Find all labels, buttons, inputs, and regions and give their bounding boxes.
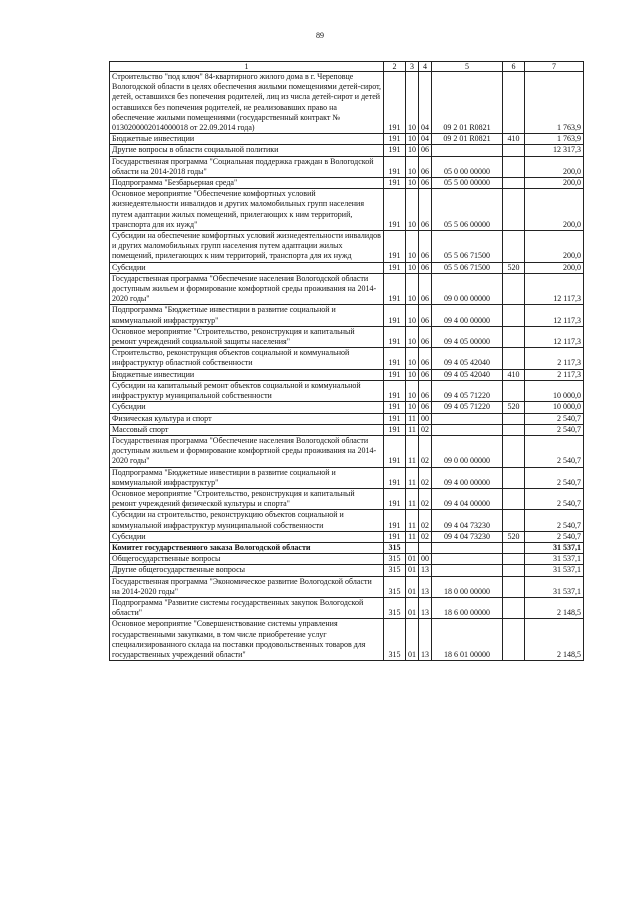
amount-cell: 2 540,7 [525, 424, 584, 435]
subsection-cell: 02 [419, 424, 432, 435]
admin-code-cell: 191 [384, 145, 406, 156]
section-cell: 10 [406, 380, 419, 401]
expense-type-cell [503, 565, 525, 576]
page-number: 89 [316, 31, 324, 40]
amount-cell: 31 537,1 [525, 542, 584, 553]
name-cell: Подпрограмма "Бюджетные инвестиции в развитие социальной и коммунальной инфраструктур" [110, 305, 384, 326]
section-cell: 10 [406, 262, 419, 273]
admin-code-cell: 191 [384, 262, 406, 273]
header-cell-pr: 4 [419, 62, 432, 72]
table-row [110, 554, 584, 565]
subsection-cell: 02 [419, 488, 432, 509]
target-article-cell [432, 565, 503, 576]
subsection-cell: 04 [419, 72, 432, 134]
subsection-cell: 00 [419, 554, 432, 565]
admin-code-cell: 191 [384, 231, 406, 263]
admin-code-cell: 315 [384, 619, 406, 661]
table-row [110, 565, 584, 576]
section-cell: 01 [406, 576, 419, 597]
expense-type-cell [503, 424, 525, 435]
header-cell-rz: 3 [406, 62, 419, 72]
subsection-cell: 02 [419, 531, 432, 542]
table-row [110, 231, 584, 263]
admin-code-cell: 191 [384, 424, 406, 435]
header-cell-vr: 6 [503, 62, 525, 72]
section-cell: 10 [406, 72, 419, 134]
table-row [110, 380, 584, 401]
subsection-cell: 13 [419, 576, 432, 597]
table-row [110, 531, 584, 542]
header-cell-adm: 2 [384, 62, 406, 72]
subsection-cell: 06 [419, 231, 432, 263]
amount-cell: 2 540,7 [525, 531, 584, 542]
subsection-cell: 06 [419, 189, 432, 231]
expense-type-cell [503, 467, 525, 488]
admin-code-cell: 315 [384, 554, 406, 565]
budget-table [109, 61, 584, 661]
table-row [110, 156, 584, 177]
section-cell: 01 [406, 554, 419, 565]
amount-cell: 10 000,0 [525, 380, 584, 401]
table-row [110, 488, 584, 509]
target-article-cell: 09 4 05 00000 [432, 326, 503, 347]
subsection-cell [419, 542, 432, 553]
table-row [110, 424, 584, 435]
name-cell: Подпрограмма "Безбарьерная среда" [110, 178, 384, 189]
name-cell: Субсидии [110, 402, 384, 413]
amount-cell: 2 148,5 [525, 619, 584, 661]
target-article-cell [432, 554, 503, 565]
subsection-cell: 06 [419, 156, 432, 177]
admin-code-cell: 191 [384, 348, 406, 369]
section-cell: 11 [406, 413, 419, 424]
admin-code-cell: 315 [384, 565, 406, 576]
name-cell: Массовый спорт [110, 424, 384, 435]
target-article-cell: 05 5 00 00000 [432, 178, 503, 189]
table-row [110, 413, 584, 424]
admin-code-cell: 191 [384, 402, 406, 413]
name-cell: Строительство, реконструкция объектов социальной и коммунальной инфраструктур областной собственности [110, 348, 384, 369]
target-article-cell: 09 0 00 00000 [432, 273, 503, 305]
amount-cell: 200,0 [525, 189, 584, 231]
name-cell: Субсидии на обеспечение комфортных условий жизнедеятельности инвалидов и других маломобильных групп населения путем адаптации жилых помещений, прилегающих к ним территорий, транспорта для их нужд [110, 231, 384, 263]
target-article-cell: 09 4 05 71220 [432, 380, 503, 401]
target-article-cell: 09 4 05 71220 [432, 402, 503, 413]
subsection-cell: 06 [419, 262, 432, 273]
amount-cell: 1 763,9 [525, 72, 584, 134]
expense-type-cell [503, 326, 525, 347]
target-article-cell: 09 4 00 00000 [432, 467, 503, 488]
table-row [110, 262, 584, 273]
target-article-cell: 18 6 00 00000 [432, 597, 503, 618]
expense-type-cell: 410 [503, 134, 525, 145]
amount-cell: 200,0 [525, 156, 584, 177]
expense-type-cell [503, 305, 525, 326]
section-cell [406, 542, 419, 553]
name-cell: Строительство "под ключ" 84-квартирного жилого дома в г. Череповце Вологодской области в целях обеспечения жилыми помещениями детей-сирот, детей, оставшихся без попечения родителей, лиц из числа детей-сирот и детей оставшихся без попечения родителей, не реализовавших право на обеспечение жилыми помещениями (государственный контракт № 0130200002014000018 от 22.09.2014 года) [110, 72, 384, 134]
admin-code-cell: 191 [384, 178, 406, 189]
subsection-cell: 06 [419, 380, 432, 401]
target-article-cell: 09 2 01 R0821 [432, 134, 503, 145]
expense-type-cell [503, 413, 525, 424]
expense-type-cell [503, 156, 525, 177]
target-article-cell [432, 424, 503, 435]
expense-type-cell [503, 189, 525, 231]
admin-code-cell: 191 [384, 273, 406, 305]
header-cell-code: 5 [432, 62, 503, 72]
expense-type-cell [503, 348, 525, 369]
amount-cell: 31 537,1 [525, 565, 584, 576]
amount-cell: 12 117,3 [525, 273, 584, 305]
amount-cell: 2 540,7 [525, 510, 584, 531]
subsection-cell: 00 [419, 413, 432, 424]
table-header-row [110, 62, 584, 72]
admin-code-cell: 315 [384, 576, 406, 597]
name-cell: Другие общегосударственные вопросы [110, 565, 384, 576]
admin-code-cell: 191 [384, 510, 406, 531]
section-cell: 11 [406, 424, 419, 435]
section-cell: 10 [406, 369, 419, 380]
section-cell: 10 [406, 273, 419, 305]
admin-code-cell: 315 [384, 542, 406, 553]
amount-cell: 31 537,1 [525, 554, 584, 565]
amount-cell: 10 000,0 [525, 402, 584, 413]
amount-cell: 1 763,9 [525, 134, 584, 145]
name-cell: Субсидии на строительство, реконструкцию объектов социальной и коммунальной инфраструктур муниципальной собственности [110, 510, 384, 531]
expense-type-cell [503, 488, 525, 509]
target-article-cell: 18 0 00 00000 [432, 576, 503, 597]
target-article-cell [432, 413, 503, 424]
subsection-cell: 06 [419, 145, 432, 156]
name-cell: Основное мероприятие "Обеспечение комфортных условий жизнедеятельности инвалидов и других маломобильных групп населения путем адаптации жилых помещений, прилегающих к ним территорий, транспорта для их нужд" [110, 189, 384, 231]
expense-type-cell [503, 435, 525, 467]
amount-cell: 2 117,3 [525, 369, 584, 380]
expense-type-cell [503, 554, 525, 565]
section-cell: 10 [406, 348, 419, 369]
table-row [110, 134, 584, 145]
table-row [110, 510, 584, 531]
table-row [110, 348, 584, 369]
table-row [110, 145, 584, 156]
table-row [110, 273, 584, 305]
table-row [110, 542, 584, 553]
name-cell: Подпрограмма "Бюджетные инвестиции в развитие социальной и коммунальной инфраструктур" [110, 467, 384, 488]
section-cell: 11 [406, 531, 419, 542]
section-cell: 10 [406, 178, 419, 189]
subsection-cell: 06 [419, 273, 432, 305]
table-row [110, 402, 584, 413]
subsection-cell: 13 [419, 597, 432, 618]
amount-cell: 200,0 [525, 231, 584, 263]
subsection-cell: 06 [419, 348, 432, 369]
expense-type-cell [503, 273, 525, 305]
amount-cell: 2 148,5 [525, 597, 584, 618]
target-article-cell: 09 4 04 73230 [432, 531, 503, 542]
expense-type-cell [503, 380, 525, 401]
admin-code-cell: 315 [384, 597, 406, 618]
expense-type-cell [503, 542, 525, 553]
target-article-cell: 09 4 05 42040 [432, 348, 503, 369]
admin-code-cell: 191 [384, 467, 406, 488]
expense-type-cell [503, 145, 525, 156]
name-cell: Основное мероприятие "Совершенствование системы управления государственными закупками, в том числе приобретение услуг специализированного склада на поставки продовольственных товаров для государственных учреждений области" [110, 619, 384, 661]
expense-type-cell [503, 72, 525, 134]
table-row [110, 326, 584, 347]
subsection-cell: 06 [419, 305, 432, 326]
target-article-cell: 09 2 01 R0821 [432, 72, 503, 134]
amount-cell: 2 540,7 [525, 488, 584, 509]
section-cell: 10 [406, 145, 419, 156]
amount-cell: 2 540,7 [525, 413, 584, 424]
admin-code-cell: 191 [384, 156, 406, 177]
target-article-cell: 09 4 05 42040 [432, 369, 503, 380]
admin-code-cell: 191 [384, 413, 406, 424]
amount-cell: 200,0 [525, 178, 584, 189]
section-cell: 11 [406, 510, 419, 531]
expense-type-cell [503, 231, 525, 263]
table-row [110, 467, 584, 488]
expense-type-cell [503, 576, 525, 597]
target-article-cell: 05 5 06 00000 [432, 189, 503, 231]
admin-code-cell: 191 [384, 531, 406, 542]
target-article-cell: 09 4 00 00000 [432, 305, 503, 326]
target-article-cell: 09 4 04 73230 [432, 510, 503, 531]
table-row [110, 189, 584, 231]
amount-cell: 2 540,7 [525, 435, 584, 467]
section-cell: 10 [406, 402, 419, 413]
target-article-cell: 05 0 00 00000 [432, 156, 503, 177]
name-cell: Государственная программа "Обеспечение населения Вологодской области доступным жильем и формирование комфортной среды проживания на 2014-2020 годы" [110, 273, 384, 305]
name-cell: Субсидии [110, 262, 384, 273]
section-cell: 10 [406, 134, 419, 145]
expense-type-cell: 520 [503, 262, 525, 273]
subsection-cell: 04 [419, 134, 432, 145]
section-cell: 10 [406, 189, 419, 231]
target-article-cell: 09 4 04 00000 [432, 488, 503, 509]
amount-cell: 200,0 [525, 262, 584, 273]
section-cell: 10 [406, 156, 419, 177]
section-cell: 10 [406, 231, 419, 263]
table-row [110, 597, 584, 618]
expense-type-cell [503, 510, 525, 531]
section-cell: 11 [406, 467, 419, 488]
subsection-cell: 02 [419, 510, 432, 531]
name-cell: Основное мероприятие "Строительство, реконструкция и капитальный ремонт учреждений социальной защиты населения" [110, 326, 384, 347]
admin-code-cell: 191 [384, 369, 406, 380]
name-cell: Субсидии на капитальный ремонт объектов социальной и коммунальной инфраструктур муниципальной собственности [110, 380, 384, 401]
subsection-cell: 02 [419, 467, 432, 488]
amount-cell: 2 117,3 [525, 348, 584, 369]
table-row [110, 619, 584, 661]
admin-code-cell: 191 [384, 189, 406, 231]
header-cell-name: 1 [110, 62, 384, 72]
subsection-cell: 13 [419, 565, 432, 576]
name-cell: Основное мероприятие "Строительство, реконструкция и капитальный ремонт учреждений физической культуры и спорта" [110, 488, 384, 509]
amount-cell: 12 117,3 [525, 326, 584, 347]
name-cell: Государственная программа "Обеспечение населения Вологодской области доступным жильем и формирование комфортной среды проживания на 2014-2020 годы" [110, 435, 384, 467]
table-row [110, 576, 584, 597]
subsection-cell: 02 [419, 435, 432, 467]
admin-code-cell: 191 [384, 305, 406, 326]
name-cell: Государственная программа "Социальная поддержка граждан в Вологодской области на 2014-2018 годы" [110, 156, 384, 177]
name-cell: Бюджетные инвестиции [110, 369, 384, 380]
expense-type-cell: 410 [503, 369, 525, 380]
amount-cell: 31 537,1 [525, 576, 584, 597]
admin-code-cell: 191 [384, 488, 406, 509]
target-article-cell [432, 542, 503, 553]
section-cell: 10 [406, 326, 419, 347]
budget-table-body [110, 62, 584, 661]
expense-type-cell [503, 619, 525, 661]
expense-type-cell: 520 [503, 531, 525, 542]
table-row [110, 305, 584, 326]
section-cell: 11 [406, 435, 419, 467]
name-cell: Другие вопросы в области социальной политики [110, 145, 384, 156]
subsection-cell: 06 [419, 369, 432, 380]
target-article-cell: 05 5 06 71500 [432, 231, 503, 263]
header-cell-sum: 7 [525, 62, 584, 72]
table-row [110, 435, 584, 467]
subsection-cell: 13 [419, 619, 432, 661]
section-cell: 01 [406, 619, 419, 661]
expense-type-cell [503, 178, 525, 189]
target-article-cell: 18 6 01 00000 [432, 619, 503, 661]
section-cell: 11 [406, 488, 419, 509]
name-cell: Государственная программа "Экономическое развитие Вологодской области на 2014-2020 годы" [110, 576, 384, 597]
subsection-cell: 06 [419, 402, 432, 413]
section-cell: 10 [406, 305, 419, 326]
target-article-cell: 05 5 06 71500 [432, 262, 503, 273]
target-article-cell [432, 145, 503, 156]
expense-type-cell [503, 597, 525, 618]
target-article-cell: 09 0 00 00000 [432, 435, 503, 467]
admin-code-cell: 191 [384, 134, 406, 145]
admin-code-cell: 191 [384, 380, 406, 401]
section-cell: 01 [406, 597, 419, 618]
name-cell: Комитет государственного заказа Вологодской области [110, 542, 384, 553]
section-cell: 01 [406, 565, 419, 576]
name-cell: Подпрограмма "Развитие системы государственных закупок Вологодской области" [110, 597, 384, 618]
subsection-cell: 06 [419, 178, 432, 189]
amount-cell: 12 317,3 [525, 145, 584, 156]
admin-code-cell: 191 [384, 72, 406, 134]
admin-code-cell: 191 [384, 435, 406, 467]
table-row [110, 369, 584, 380]
name-cell: Субсидии [110, 531, 384, 542]
name-cell: Общегосударственные вопросы [110, 554, 384, 565]
table-row [110, 72, 584, 134]
subsection-cell: 06 [419, 326, 432, 347]
amount-cell: 12 117,3 [525, 305, 584, 326]
table-row [110, 178, 584, 189]
expense-type-cell: 520 [503, 402, 525, 413]
amount-cell: 2 540,7 [525, 467, 584, 488]
admin-code-cell: 191 [384, 326, 406, 347]
name-cell: Бюджетные инвестиции [110, 134, 384, 145]
name-cell: Физическая культура и спорт [110, 413, 384, 424]
